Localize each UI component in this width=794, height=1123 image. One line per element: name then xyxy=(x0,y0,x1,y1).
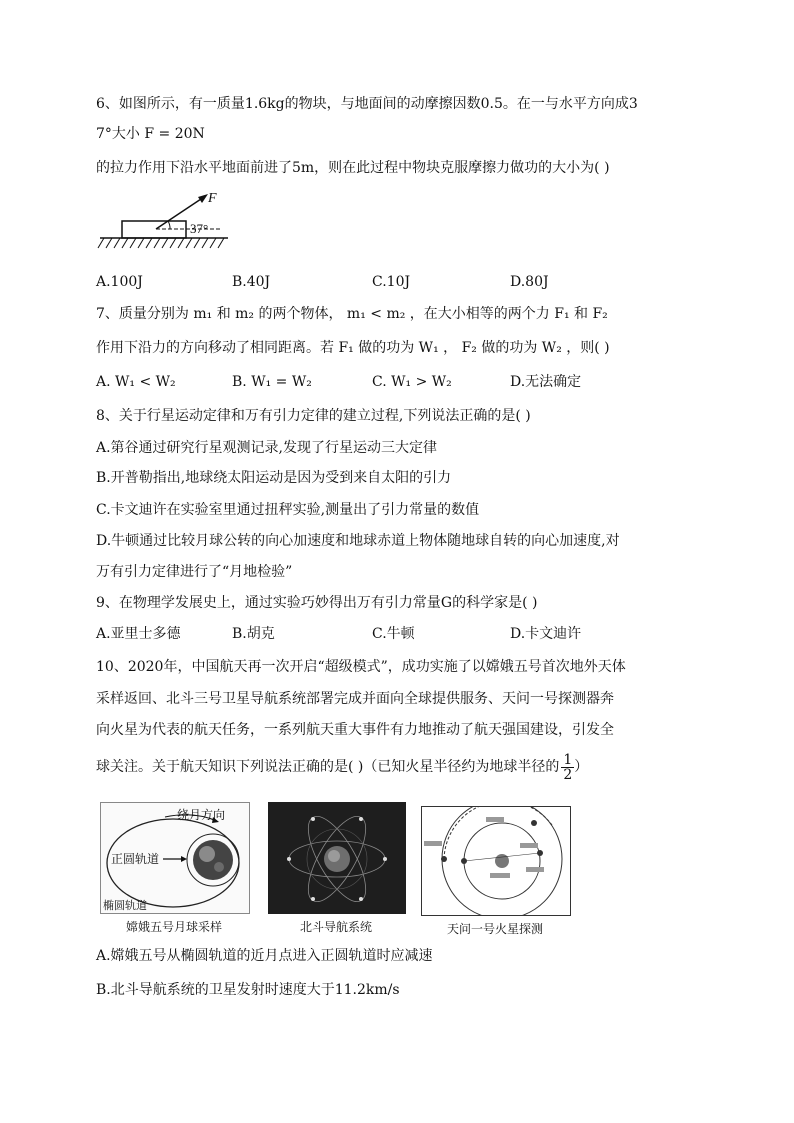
circular-orbit-label: 正圆轨道 xyxy=(111,852,160,866)
tianwen1-image xyxy=(421,806,571,916)
beidou-caption: 北斗导航系统 xyxy=(299,920,372,934)
q9-options xyxy=(96,624,736,644)
q7-option-c[interactable]: C. W₁ > W₂ xyxy=(372,374,452,390)
q8-option-b[interactable]: B.开普勒指出,地球绕太阳运动是因为受到来自太阳的引力 xyxy=(96,470,452,486)
fraction-numerator: 1 xyxy=(563,751,573,768)
orbit-direction-label: 绕月方向 xyxy=(177,808,226,822)
q7-option-a[interactable]: A. W₁ < W₂ xyxy=(96,374,176,390)
q6-options xyxy=(96,272,736,292)
q7-options xyxy=(96,372,736,392)
q9-option-a[interactable]: A.亚里士多德 xyxy=(96,626,181,642)
force-f-label: F xyxy=(208,191,217,206)
q10-option-a[interactable]: A.嫦娥五号从椭圆轨道的近月点进入正圆轨道时应减速 xyxy=(96,948,433,964)
q7-option-d[interactable]: D.无法确定 xyxy=(510,374,582,390)
q8-option-c[interactable]: C.卡文迪许在实验室里通过扭秤实验,测量出了引力常量的数值 xyxy=(96,502,480,518)
q10-stem-line1: 10、2020年，中国航天再一次开启“超级模式”，成功实施了以嫦娥五号首次地外天体 xyxy=(96,659,626,675)
fraction-one-half xyxy=(561,753,574,782)
change5-image xyxy=(100,802,250,914)
q10-option-b[interactable]: B.北斗导航系统的卫星发射时速度大于11.2km/s xyxy=(96,982,400,998)
q7-stem-line1: 7、质量分别为 m₁ 和 m₂ 的两个物体， m₁ < m₂ ，在大小相等的两个力 F₁ 和 F₂ xyxy=(96,306,608,322)
change5-caption: 嫦娥五号月球采样 xyxy=(125,920,222,934)
beidou-image xyxy=(268,802,406,914)
q8-stem: 8、关于行星运动定律和万有引力定律的建立过程,下列说法正确的是( ) xyxy=(96,408,531,424)
q10-stem-line4-end: ） xyxy=(574,759,589,775)
beidou-constellation-graphic xyxy=(269,803,405,913)
elliptical-orbit-label: 椭圆轨道 xyxy=(103,899,147,912)
q6-option-b[interactable]: B.40J xyxy=(232,274,271,290)
q10-stem-line2: 采样返回、北斗三号卫星导航系统部署完成并面向全球提供服务、天问一号探测器奔 xyxy=(96,691,614,707)
q6-option-d[interactable]: D.80J xyxy=(510,274,549,290)
q9-option-b[interactable]: B.胡克 xyxy=(232,626,275,642)
q6-force-diagram xyxy=(96,188,236,260)
q8-option-d-line1[interactable]: D.牛顿通过比较月球公转的向心加速度和地球赤道上物体随地球自转的向心加速度,对 xyxy=(96,533,620,549)
q6-stem-line1: 6、如图所示，有一质量1.6kg的物块，与地面间的动摩擦因数0.5。在一与水平方向成3 xyxy=(96,96,638,112)
q7-stem-line2: 作用下沿力的方向移动了相同距离。若 F₁ 做的功为 W₁ ， F₂ 做的功为 W₂ ，则( ) xyxy=(96,340,610,356)
q10-stem-line4 xyxy=(96,752,588,782)
q9-stem: 9、在物理学发展史上，通过实验巧妙得出万有引力常量G的科学家是( ) xyxy=(96,595,538,611)
fraction-denominator: 2 xyxy=(563,766,573,783)
q6-stem-line2: 7°大小 F = 20N xyxy=(96,126,205,142)
q6-stem-line3: 的拉力作用下沿水平地面前进了5m，则在此过程中物块克服摩擦力做功的大小为( ) xyxy=(96,160,610,176)
q9-option-c[interactable]: C.牛顿 xyxy=(372,626,415,642)
q10-stem-line4-text: 球关注。关于航天知识下列说法正确的是( )（已知火星半径约为地球半径的 xyxy=(96,759,560,775)
mars-transfer-diagram xyxy=(422,807,570,915)
q6-option-c[interactable]: C.10J xyxy=(372,274,411,290)
q7-option-b[interactable]: B. W₁ = W₂ xyxy=(232,374,312,390)
tianwen1-caption: 天问一号火星探测 xyxy=(446,922,543,936)
lunar-orbit-diagram xyxy=(101,803,249,913)
q8-option-d-line2: 万有引力定律进行了“月地检验” xyxy=(96,564,293,580)
q9-option-d[interactable]: D.卡文迪许 xyxy=(510,626,582,642)
q6-option-a[interactable]: A.100J xyxy=(96,274,143,290)
q10-stem-line3: 向火星为代表的航天任务，一系列航天重大事件有力地推动了航天强国建设，引发全 xyxy=(96,722,614,738)
q8-option-a[interactable]: A.第谷通过研究行星观测记录,发现了行星运动三大定律 xyxy=(96,440,438,456)
angle-label: 37° xyxy=(190,221,209,236)
